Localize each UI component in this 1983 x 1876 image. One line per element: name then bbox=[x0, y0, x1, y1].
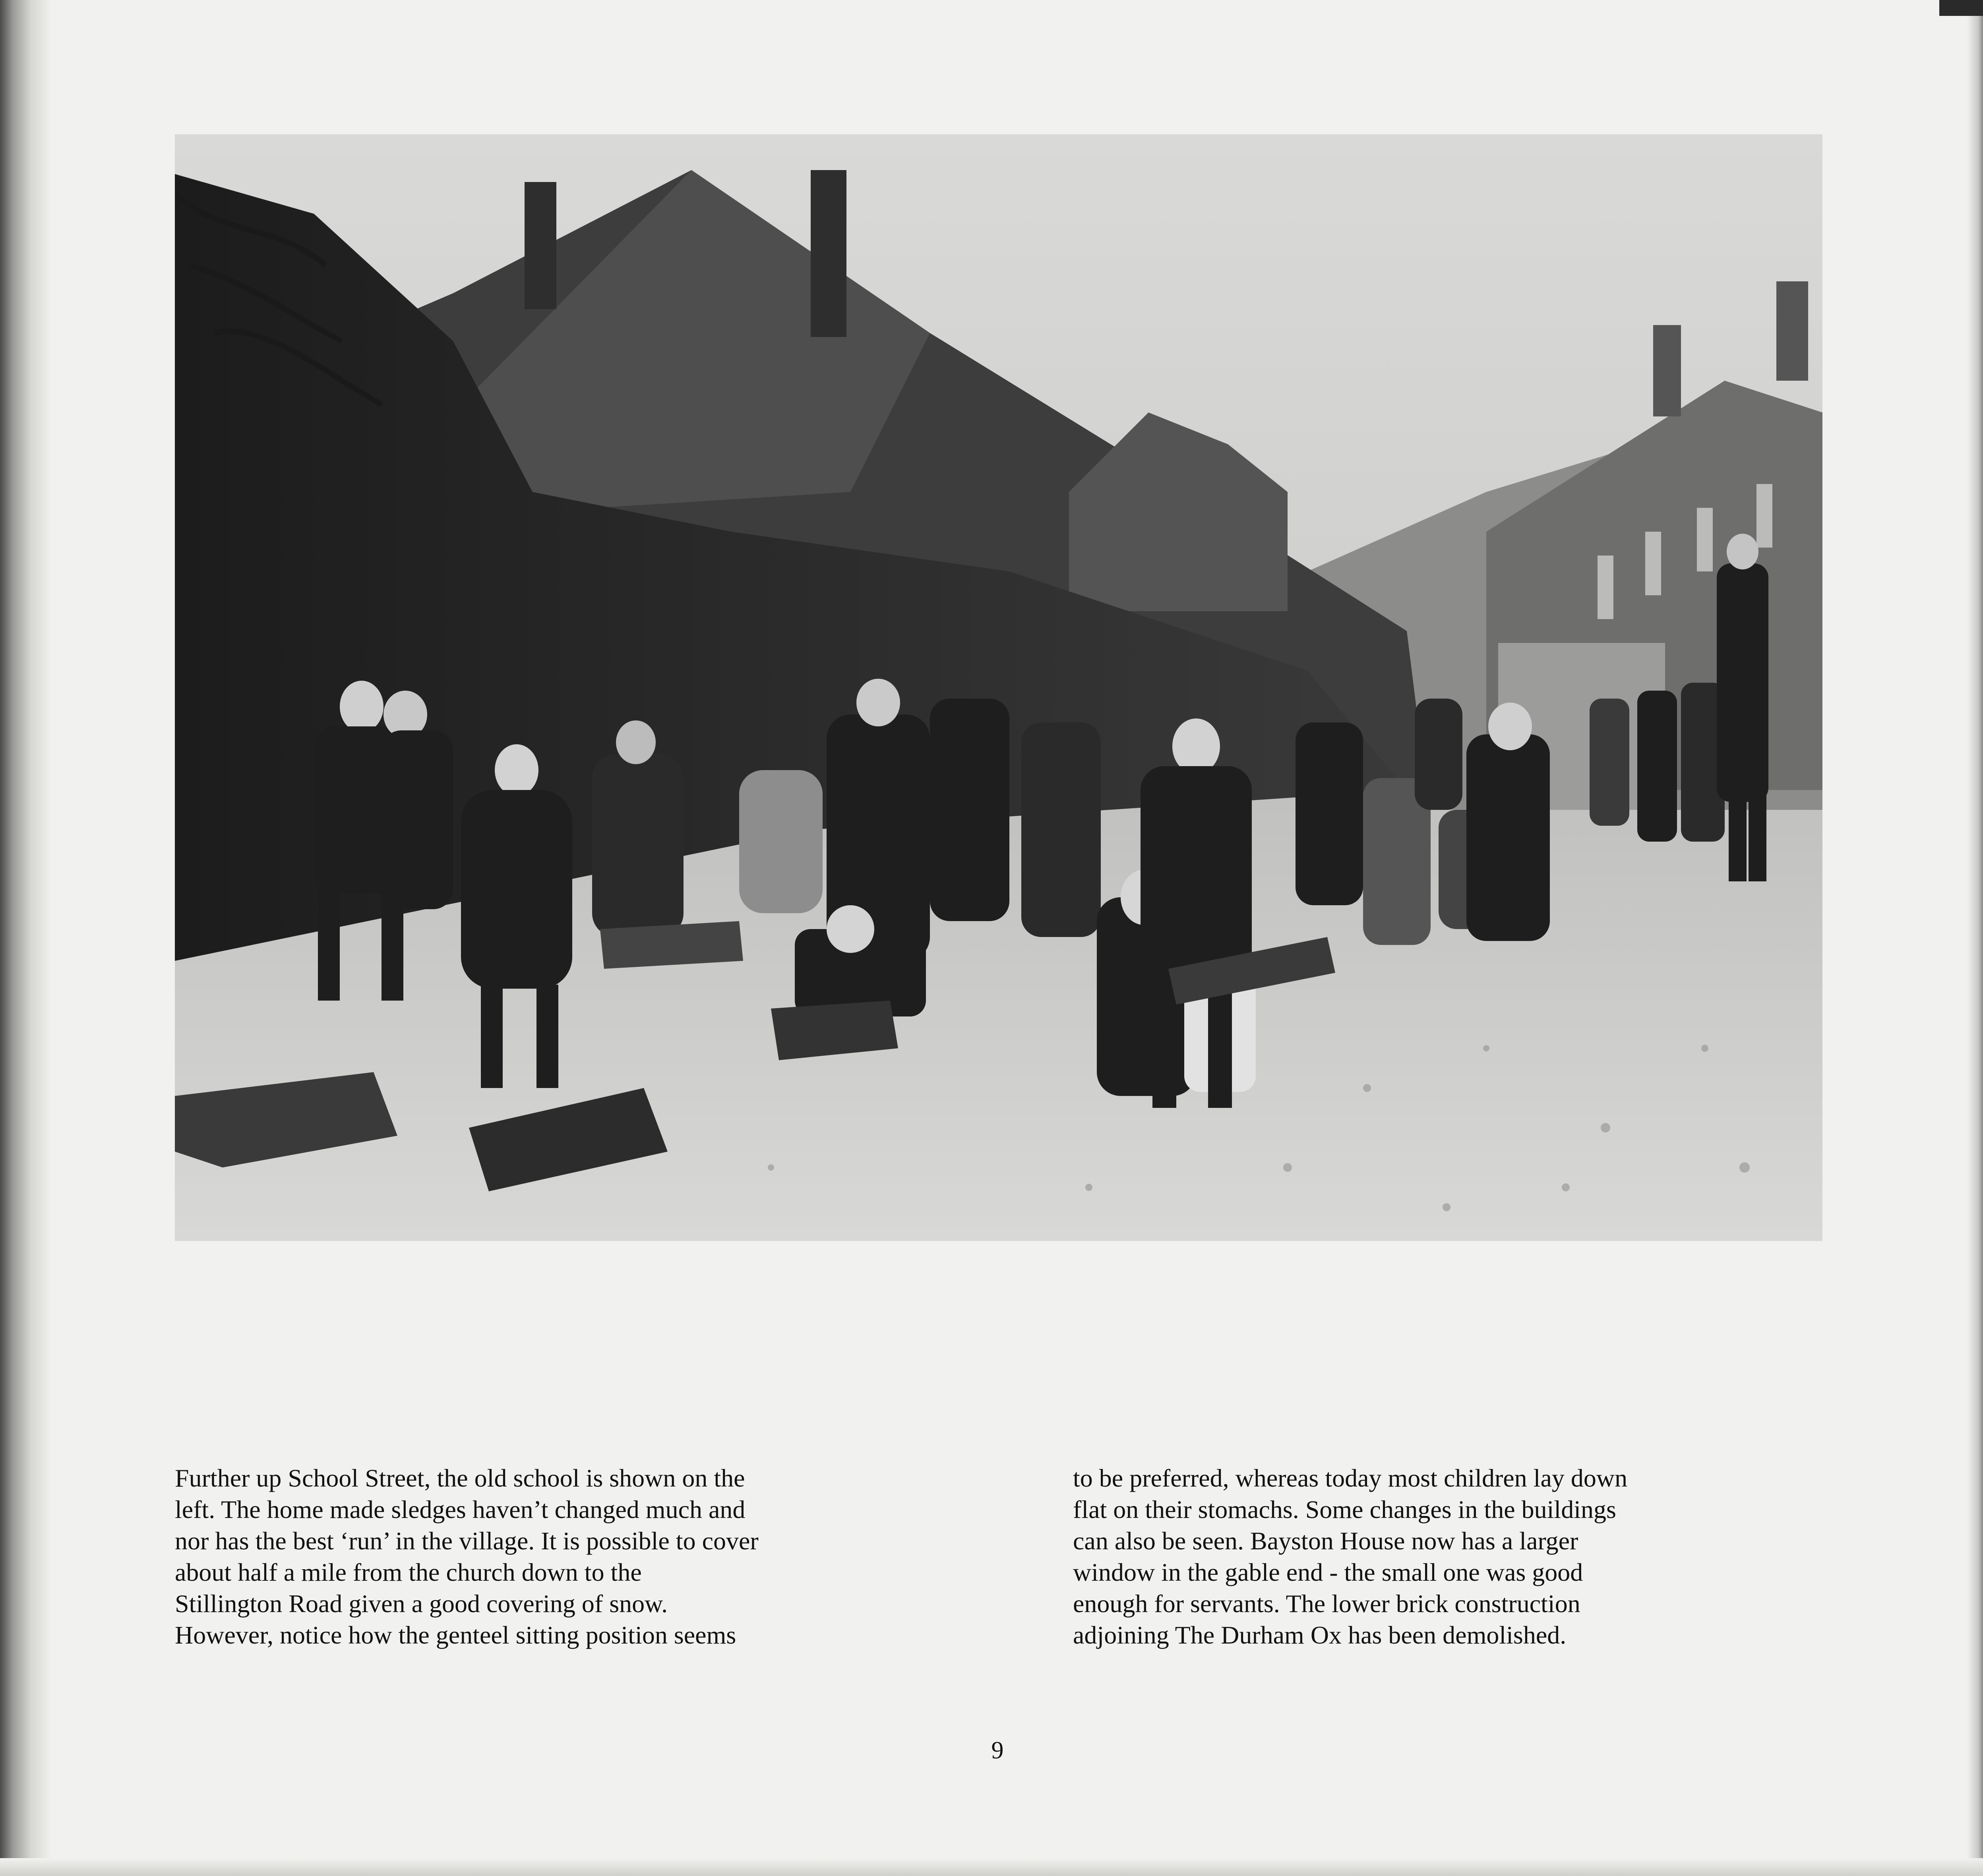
page-right-edge bbox=[1967, 0, 1983, 1876]
book-spine-shadow bbox=[0, 0, 52, 1876]
page-corner-mark bbox=[1939, 0, 1983, 16]
historic-photograph bbox=[175, 134, 1822, 1241]
historic-village-street-snow-photo-icon bbox=[175, 134, 1822, 1241]
caption-line: can also be seen. Bayston House now has a larger bbox=[1073, 1527, 1578, 1555]
caption-line: nor has the best ‘run’ in the village. It is possible to cover bbox=[175, 1527, 759, 1555]
caption-line: flat on their stomachs. Some changes in the buildings bbox=[1073, 1495, 1616, 1524]
caption-line: enough for servants. The lower brick construction bbox=[1073, 1589, 1580, 1618]
page-bottom-edge bbox=[0, 1858, 1983, 1876]
caption-line: about half a mile from the church down to the bbox=[175, 1558, 642, 1586]
caption-line: to be preferred, whereas today most children lay down bbox=[1073, 1464, 1628, 1492]
caption-line: adjoining The Durham Ox has been demolished. bbox=[1073, 1621, 1567, 1649]
caption-line: Stillington Road given a good covering of snow. bbox=[175, 1589, 668, 1618]
caption-right-column bbox=[1073, 1462, 1892, 1651]
caption-line: left. The home made sledges haven’t changed much and bbox=[175, 1495, 746, 1524]
caption-line: However, notice how the genteel sitting position seems bbox=[175, 1621, 736, 1649]
caption-line: Further up School Street, the old school is shown on the bbox=[175, 1464, 745, 1492]
caption-line: window in the gable end - the small one was good bbox=[1073, 1558, 1583, 1586]
caption-left-column bbox=[175, 1462, 993, 1651]
page-number: 9 bbox=[991, 1737, 1004, 1764]
